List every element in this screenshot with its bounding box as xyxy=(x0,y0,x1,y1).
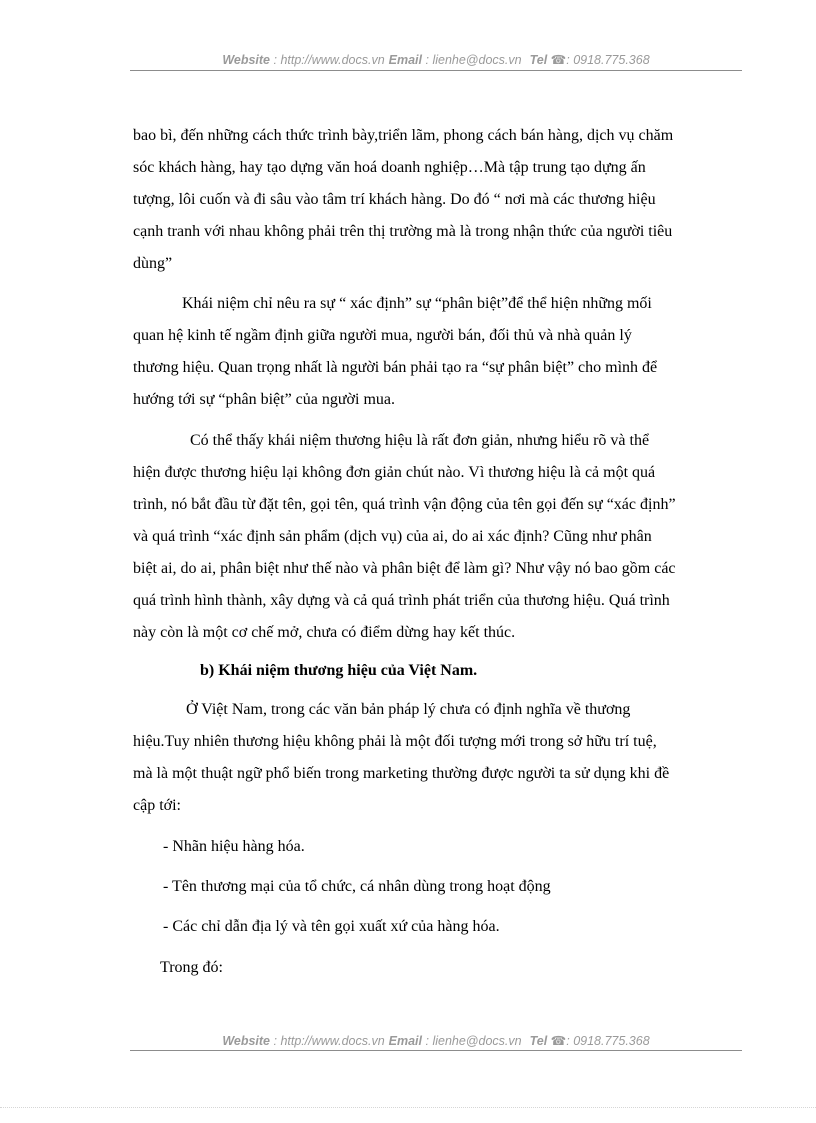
body-line: biệt ai, do ai, phân biệt như thế nào và phân biệt để làm gì? Như vậy nó bao gồm các xyxy=(133,560,676,577)
header-email-sep: : xyxy=(422,53,433,67)
list-item: - Tên thương mại của tổ chức, cá nhân dùng trong hoạt động xyxy=(163,878,551,895)
footer-website-link[interactable]: http://www.docs.vn xyxy=(280,1034,385,1048)
body-line: này còn là một cơ chế mở, chưa có điểm dừng hay kết thúc. xyxy=(133,624,516,641)
header-tel-value: : 0918.775.368 xyxy=(566,53,650,67)
body-line: hướng tới sự “phân biệt” của người mua. xyxy=(133,391,396,408)
phone-icon: ☎ xyxy=(550,1034,567,1048)
body-line: trình, nó bắt đầu từ đặt tên, gọi tên, quá trình vận động của tên gọi đến sự “xác định” xyxy=(133,496,676,513)
list-item: - Nhãn hiệu hàng hóa. xyxy=(163,838,305,855)
header-website-sep: : xyxy=(270,53,281,67)
body-line: Trong đó: xyxy=(160,959,223,976)
phone-icon: ☎ xyxy=(550,53,567,67)
body-line: cập tới: xyxy=(133,797,181,814)
footer-email-label: Email xyxy=(388,1034,423,1048)
body-line: sóc khách hàng, hay tạo dựng văn hoá doanh nghiệp…Mà tập trung tạo dựng ấn xyxy=(133,159,646,176)
body-line: Có thể thấy khái niệm thương hiệu là rất đơn giản, nhưng hiểu rõ và thể xyxy=(190,432,650,449)
header-tel-label: Tel xyxy=(529,53,548,67)
body-line: tượng, lôi cuốn và đi sâu vào tâm trí khách hàng. Do đó “ nơi mà các thương hiệu xyxy=(133,191,656,208)
footer-website-label: Website xyxy=(222,1034,271,1048)
page-edge-divider xyxy=(0,1107,816,1108)
list-item: - Các chỉ dẫn địa lý và tên gọi xuất xứ của hàng hóa. xyxy=(163,918,500,935)
header-email-link[interactable]: lienhe@docs.vn xyxy=(432,53,522,67)
footer-email-sep: : xyxy=(422,1034,433,1048)
header-website-label: Website xyxy=(222,53,271,67)
section-heading: b) Khái niệm thương hiệu của Việt Nam. xyxy=(200,662,478,679)
body-line: cạnh tranh với nhau không phải trên thị trường mà là trong nhận thức của người tiêu xyxy=(133,223,673,240)
footer-website-sep: : xyxy=(270,1034,281,1048)
header-email-label: Email xyxy=(388,53,423,67)
footer-tel-value: : 0918.775.368 xyxy=(566,1034,650,1048)
body-line: và quá trình “xác định sản phẩm (dịch vụ) của ai, do ai xác định? Cũng như phân xyxy=(133,528,652,545)
footer-email-link[interactable]: lienhe@docs.vn xyxy=(432,1034,522,1048)
body-line: dùng” xyxy=(133,255,173,272)
header-divider xyxy=(130,70,742,71)
header-website-link[interactable]: http://www.docs.vn xyxy=(280,53,385,67)
body-line: thương hiệu. Quan trọng nhất là người bán phải tạo ra “sự phân biệt” cho mình để xyxy=(133,359,658,376)
page-footer xyxy=(130,1033,742,1048)
page-header xyxy=(130,52,742,67)
body-line: bao bì, đến những cách thức trình bày,triển lãm, phong cách bán hàng, dịch vụ chăm xyxy=(133,127,674,144)
body-line: hiệu.Tuy nhiên thương hiệu không phải là một đối tượng mới trong sở hữu trí tuệ, xyxy=(133,733,657,750)
body-line: quá trình hình thành, xây dựng và cả quá trình phát triển của thương hiệu. Quá trình xyxy=(133,592,670,609)
body-line: Ở Việt Nam, trong các văn bản pháp lý chưa có định nghĩa về thương xyxy=(186,701,631,718)
body-line: mà là một thuật ngữ phổ biến trong marketing thường được người ta sử dụng khi đề xyxy=(133,765,670,782)
body-line: quan hệ kinh tế ngầm định giữa người mua, người bán, đối thủ và nhà quản lý xyxy=(133,327,632,344)
body-line: hiện được thương hiệu lại không đơn giản chút nào. Vì thương hiệu là cả một quá xyxy=(133,464,656,481)
body-line: Khái niệm chỉ nêu ra sự “ xác định” sự “phân biệt”để thể hiện những mối xyxy=(182,295,652,312)
footer-divider xyxy=(130,1050,742,1051)
footer-tel-label: Tel xyxy=(529,1034,548,1048)
